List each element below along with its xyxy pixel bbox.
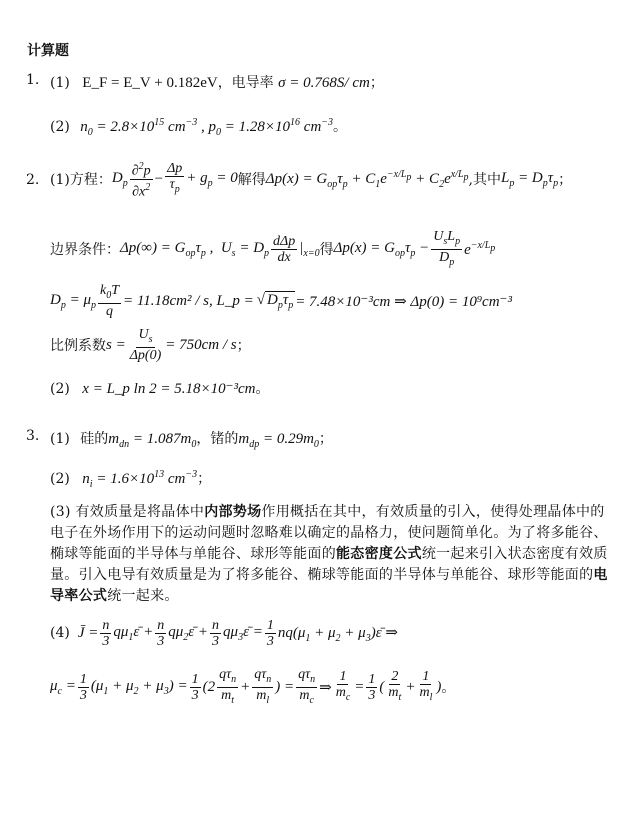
q2-ratio-value: = 750cm / s — [165, 336, 237, 353]
q1-p1-text: ，电导率 — [217, 75, 274, 91]
q2-ratio-label: 比例系数 — [50, 338, 106, 354]
q2-part2 — [50, 378, 270, 398]
q1-number: 1. — [26, 72, 40, 88]
section-heading: 计算题 — [27, 43, 69, 59]
q1-p1-label: (1) — [50, 75, 70, 91]
q2-diffusion-coefficient: $D_p = \mu_p$ $\frac{k_0T}{q}$ = 11.18cm² / s, L_p = √ $D_p\tau_p$ = 7.48×10⁻³cm ⇒ Δp(0) = 10⁹cm⁻³ — [50, 283, 512, 319]
q1-part1 — [50, 72, 384, 92]
q2-part1-equation: (1)方程： $D_p$ $\frac{\partial^2p}{\partial x^2}$ − $\frac{\Delta p}{\tau_p}$ + $g_p = 0$ 解得 $\Delta p(x) = G_{op}\tau_p + C_1e^{-x/L_p} + C_2e^{x/L_p}$ ,其中 $L_p = D_p\tau_p$ ； — [50, 160, 573, 200]
q2-diffusion-equation: $D_p$ — [111, 169, 128, 189]
q3-si-mass: $m_{dn} = 1.087m_0$ — [108, 431, 197, 450]
q3-p4-end: 。 — [441, 680, 456, 696]
q2-where-text: ,其中 — [468, 172, 501, 188]
q1-fermi-level: E_F = E_V + 0.182eV — [82, 75, 218, 91]
q3-part3-paragraph: (3) 有效质量是将晶体中内部势场作用概括在其中，有效质量的引入，使得处理晶体中的电子在外场作用下的运动问题时忽略难以确定的晶格力，使问题简单化。为了将多能谷、椭球等能面的半导体与单能谷、球形等能面的能态密度公式统一起来引入状态密度有效质量。引入电导有效质量是为了将多能谷、椭球等能面的半导体与单能谷、球形等能面的电导率公式统一起来。 — [50, 504, 608, 604]
q3-p4-label: (4) — [50, 625, 70, 641]
q2-diffusion-length: $L_p = D_p\tau_p$ — [500, 169, 559, 189]
q2-p2-label: (2) — [50, 381, 70, 397]
q2-p1-label: (1)方程： — [50, 172, 112, 188]
q3-part4-mobility: $\mu_c$ = $\frac{1}{3}$ $(\mu_1 + \mu_2 + \mu_3)$ = $\frac{1}{3}$ (2 $\frac{q\tau_n}{m_t}$ + $\frac{q\tau_n}{m_l}$ ) = $\frac{q\tau_n}{m_c}$ ⇒ $\frac{1}{m_c}$ = $\frac{1}{3}$ ( $\frac{2}{m_t}$ + $\frac{1}{m_l}$ ) 。 — [50, 666, 456, 706]
q2-x-value: x = L_p ln 2 = 5.18×10⁻³cm — [82, 381, 256, 397]
q1-p2-label: (2) — [50, 119, 70, 135]
q3-ge-text: ，锗的 — [196, 431, 239, 447]
q3-bold-conductivity-formula: 电导率公式 — [50, 567, 608, 604]
q2-boundary-conditions: 边界条件： $\Delta p(\infty) = G_{op}\tau_p$ , $U_s = D_p$ $\frac{\text{dΔp}}{dx}$ $|_{x=0}$ 得 $\Delta p(x) = G_{op}\tau_p$ − $\frac{U_sL_p}{D_p}$ $e^{-x/L_p}$ — [50, 228, 496, 268]
q2-get-text: 得 — [319, 242, 334, 258]
q2-solve-text: 解得 — [237, 172, 266, 188]
q2-dp-value: = 11.18cm² / s, L_p = — [123, 292, 254, 309]
q2-ratio: 比例系数 s = $\frac{U_s}{\Delta p(0)}$ = 750cm / s ； — [50, 327, 251, 363]
q1-part2 — [50, 116, 347, 138]
q3-si-text: 硅的 — [80, 431, 109, 447]
q2-lp-value: = 7.48×10⁻³cm ⇒ Δp(0) = 10⁹cm⁻³ — [295, 293, 512, 310]
q2-p2-end: 。 — [255, 381, 270, 397]
q3-number: 3. — [26, 428, 40, 444]
q1-p1-end: ； — [369, 75, 384, 91]
q2-ratio-end: ； — [236, 338, 251, 354]
q3-p1-end: ； — [318, 431, 333, 447]
q3-part2 — [50, 468, 211, 490]
q3-part1 — [50, 428, 333, 450]
q3-ge-mass: $m_{dp} = 0.29m_0$ — [238, 431, 319, 450]
q3-p2-label: (2) — [50, 471, 70, 487]
q1-p2-end: 。 — [333, 119, 348, 135]
q1-carrier-concentration: $n_0 = 2.8\times 10^{15}$ $cm^{-3}$ , $p_0 = 1.28\times 10^{16}$ $cm^{-3}$ — [80, 117, 334, 138]
q2-boundary-label: 边界条件： — [50, 242, 120, 258]
q3-p2-end: ； — [197, 471, 212, 487]
q2-general-solution: $\Delta p(x) = G_{op}\tau_p + C_1e^{-x/L_p} + C_2e^{x/L_p}$ — [265, 168, 469, 190]
q1-conductivity: σ = 0.768S/ cm — [278, 75, 370, 91]
q3-intrinsic-concentration: $n_i = 1.6\times 10^{13}$ $cm^{-3}$ — [82, 469, 198, 490]
q2-number: 2. — [26, 172, 40, 188]
q3-p1-label: (1) — [50, 431, 70, 447]
q3-part4-current: (4) J̄ = $\frac{n}{3}$ $q\mu_1\varepsilon̄$ + $\frac{n}{3}$ $q\mu_2\varepsilon̄$ + $\frac{n}{3}$ $q\mu_3\varepsilon̄$ = $\frac{1}{3}$ $nq(\mu_1 + \mu_2$ + $\mu_3)\varepsilon̄$ ⇒ — [50, 617, 398, 649]
q3-bold-internal-field: 内部势场 — [204, 504, 262, 520]
q3-bold-dos-formula: 能态密度公式 — [336, 546, 422, 562]
